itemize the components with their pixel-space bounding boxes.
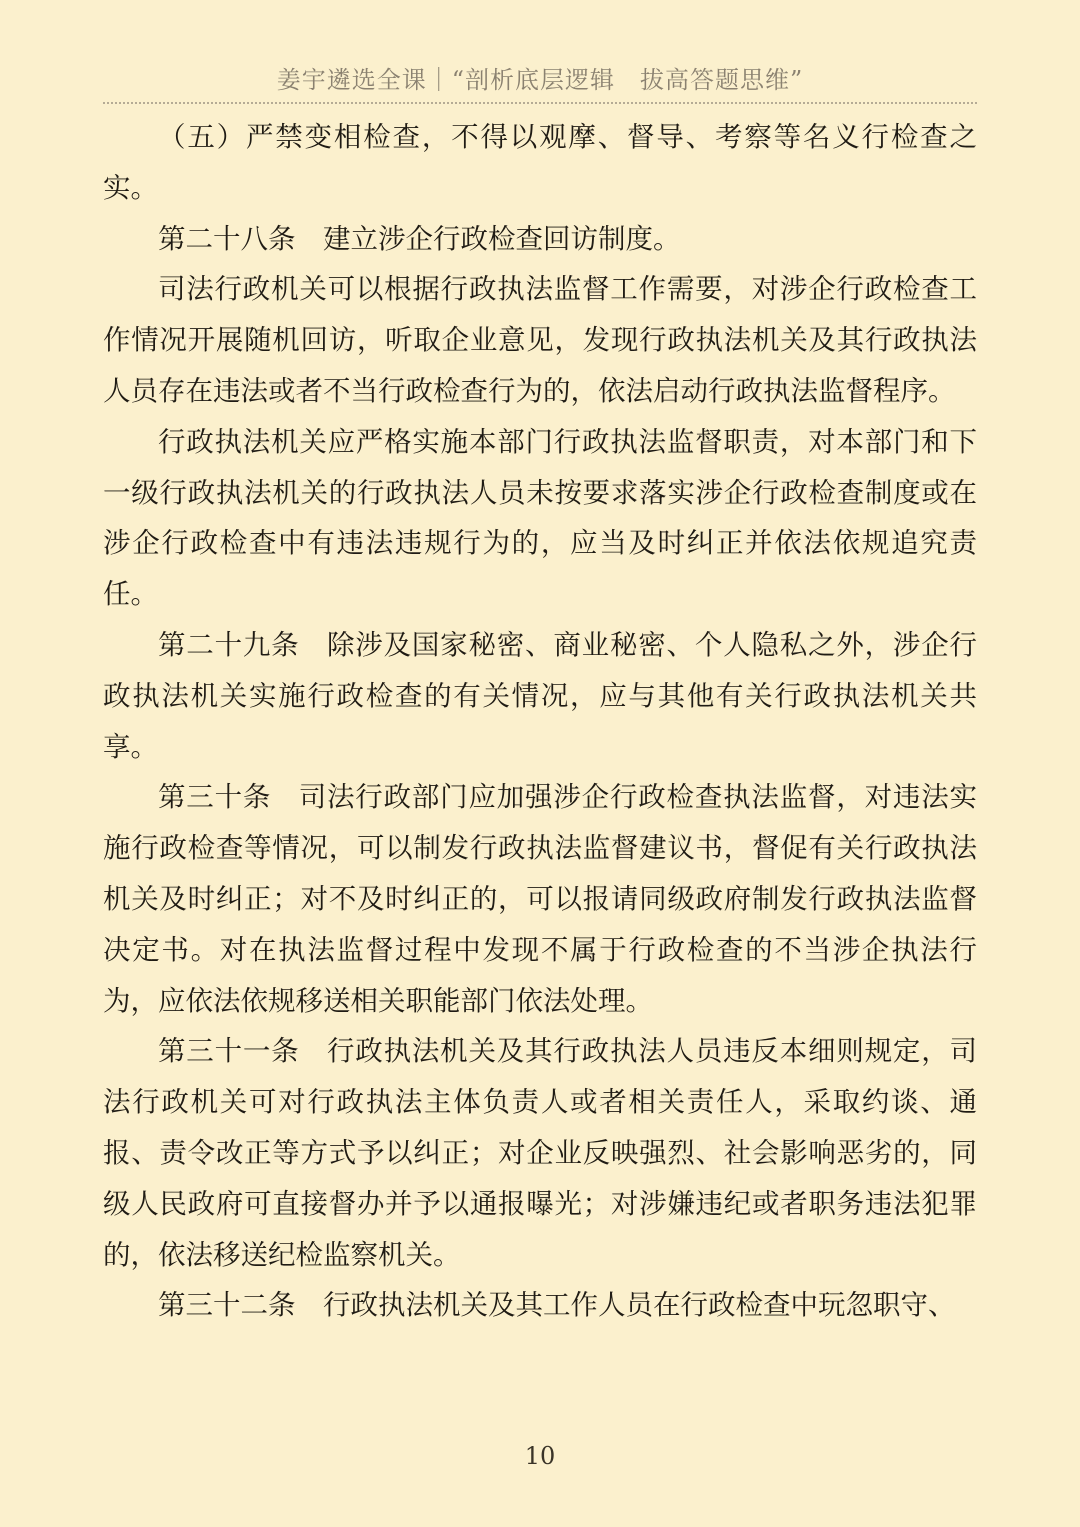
article-paragraph xyxy=(103,1280,977,1331)
paragraph-text: 行政执法机关应严格实施本部门行政执法监督职责，对本部门和下一级行政执法机关的行政执法人员未按要求落实涉企行政检查制度或在涉企行政检查中有违法违规行为的，应当及时纠正并依法依规追究责任。 xyxy=(103,425,977,611)
article-number: 第三十二条 xyxy=(158,1289,296,1322)
article-paragraph xyxy=(103,214,977,265)
article-paragraph xyxy=(103,620,977,772)
paragraph-text: 行政执法机关及其工作人员在行政检查中玩忽职守、 xyxy=(323,1289,956,1322)
article-number: 第二十八条 xyxy=(158,222,296,255)
header-divider xyxy=(103,102,977,104)
paragraph-text: 建立涉企行政检查回访制度。 xyxy=(323,222,681,255)
running-header: 姜宇遴选全课｜“剖析底层逻辑 拔高答题思维” xyxy=(276,66,804,94)
page-number: 10 xyxy=(524,1442,556,1470)
paragraph-text: （五）严禁变相检查，不得以观摩、督导、考察等名义行检查之实。 xyxy=(103,121,977,204)
article-paragraph xyxy=(103,1026,977,1280)
paragraph-text: 除涉及国家秘密、商业秘密、个人隐私之外，涉企行政执法机关实施行政检查的有关情况，应与其他有关行政执法机关共享。 xyxy=(103,628,978,763)
paragraph-text: 司法行政部门应加强涉企行政检查执法监督，对违法实施行政检查等情况，可以制发行政执法监督建议书，督促有关行政执法机关及时纠正；对不及时纠正的，可以报请同级政府制发行政执法监督决定书。对在执法监督过程中发现不属于行政检查的不当涉企执法行为，应依法依规移送相关职能部门依法处理。 xyxy=(103,781,978,1017)
article-number: 第二十九条 xyxy=(158,628,300,661)
article-number: 第三十一条 xyxy=(158,1035,300,1068)
paragraph xyxy=(103,417,977,620)
article-paragraph xyxy=(103,772,977,1026)
document-body xyxy=(103,112,977,1331)
paragraph-text: 司法行政机关可以根据行政执法监督工作需要，对涉企行政检查工作情况开展随机回访，听取企业意见，发现行政执法机关及其行政执法人员存在违法或者不当行政检查行为的，依法启动行政执法监督程序。 xyxy=(103,273,977,407)
paragraph xyxy=(103,264,977,416)
paragraph-text: 行政执法机关及其行政执法人员违反本细则规定，司法行政机关可对行政执法主体负责人或者相关责任人，采取约谈、通报、责令改正等方式予以纠正；对企业反映强烈、社会影响恶劣的，同级人民政府可直接督办并予以通报曝光；对涉嫌违纪或者职务违法犯罪的，依法移送纪检监察机关。 xyxy=(103,1035,978,1271)
article-number: 第三十条 xyxy=(158,781,272,814)
paragraph xyxy=(103,112,977,214)
